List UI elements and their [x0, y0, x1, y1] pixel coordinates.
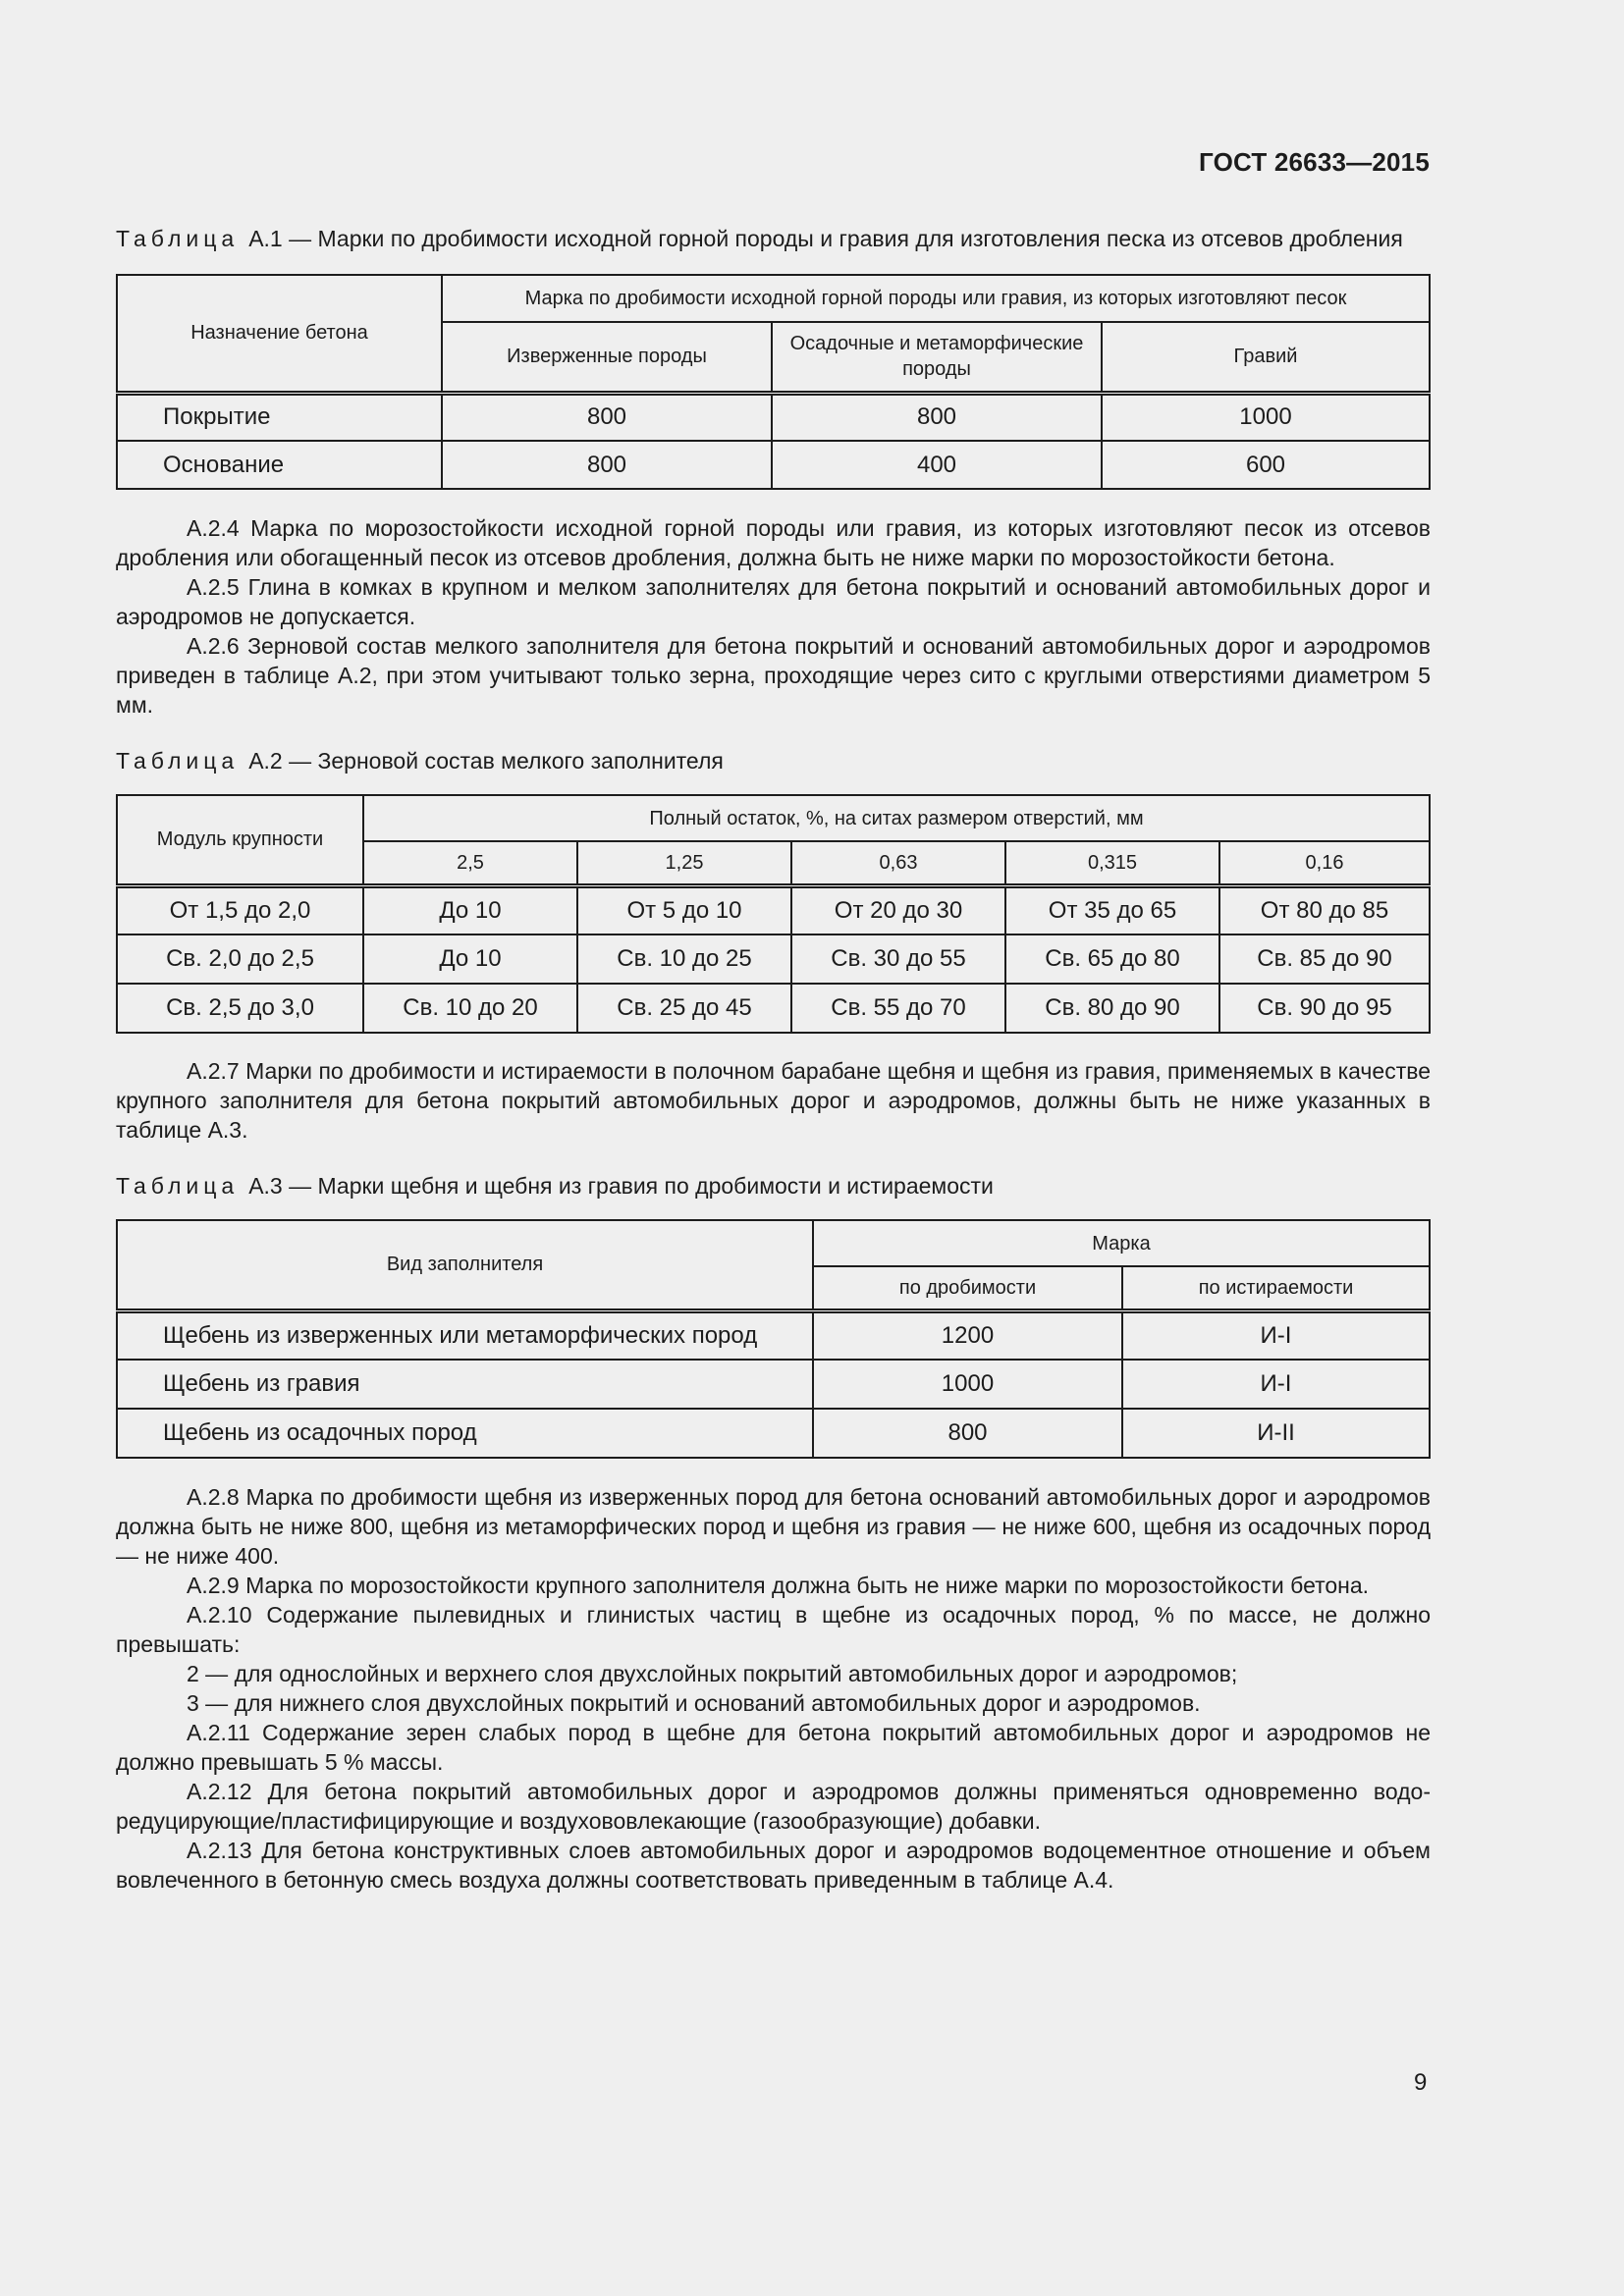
table-a2-header-sieve: 1,25	[577, 841, 791, 885]
table-row	[117, 441, 1430, 489]
table-a3-cell: И-II	[1122, 1409, 1430, 1458]
table-a3-cell: И-I	[1122, 1310, 1430, 1360]
table-a3-cell: Щебень из изверженных или метаморфических пород	[117, 1310, 813, 1360]
table-a1-header-igneous: Изверженные породы	[442, 322, 772, 393]
table-a1-cell: 600	[1102, 441, 1430, 489]
table-a2-cell: До 10	[363, 885, 577, 934]
page-content	[116, 224, 1431, 1895]
table-row	[117, 1360, 1430, 1409]
paragraph: А.2.7 Марки по дробимости и истираемости в полочном барабане щебня и щебня из гравия, применяемых в качестве крупного заполнителя для бетона покрытий автомобильных дорог и аэродромов, должны быть не ниже указанных в таблице А.3.	[116, 1058, 1431, 1143]
table-a1-cell: 800	[772, 393, 1102, 441]
table-a2-cell: Св. 30 до 55	[791, 934, 1005, 984]
table-a3-header-abrasion: по истираемости	[1122, 1266, 1430, 1310]
table-a2-cell: Св. 10 до 25	[577, 934, 791, 984]
table-a3	[116, 1219, 1431, 1459]
table-a1-header-gravel: Гравий	[1102, 322, 1430, 393]
table-a1-cell: 800	[442, 441, 772, 489]
table-a2	[116, 794, 1431, 1034]
table-a2-caption	[116, 746, 1431, 775]
table-a2-cell: От 5 до 10	[577, 885, 791, 934]
table-row	[117, 393, 1430, 441]
document-code: ГОСТ 26633—2015	[1199, 147, 1430, 177]
table-a1-cell: 800	[442, 393, 772, 441]
paragraph: А.2.8 Марка по дробимости щебня из изверженных пород для бетона оснований автомобильных дорог и аэродромов должна быть не ниже 800, щебня из метаморфических пород и щебня из гравия — не ниже 600, щебня из осадочных пород — не ниже 400.	[116, 1484, 1431, 1569]
table-a2-header-modulus: Модуль крупности	[117, 795, 363, 885]
paragraphs-block-3	[116, 1482, 1431, 1895]
table-a2-header-sieve: 0,16	[1219, 841, 1430, 885]
table-a3-cell: 1200	[813, 1310, 1122, 1360]
table-a3-title: А.3 — Марки щебня и щебня из гравия по дробимости и истираемости	[248, 1173, 994, 1199]
paragraphs-block-2	[116, 1056, 1431, 1145]
table-a2-cell: От 80 до 85	[1219, 885, 1430, 934]
paragraph: А.2.6 Зерновой состав мелкого заполнителя для бетона покрытий и оснований автомобильных дорог и аэродромов приведен в таблице А.2, при этом учитывают только зерна, проходящие через сито с круглыми отверстиями диаметром 5 мм.	[116, 633, 1431, 718]
table-a1-cell: Основание	[117, 441, 442, 489]
paragraph: А.2.12 Для бетона покрытий автомобильных дорог и аэродромов должны применяться одновременно водоредуцирующие/пластифицирующие и воздухововлекающие (газообразующие) добавки.	[116, 1779, 1431, 1834]
table-row	[117, 1310, 1430, 1360]
paragraph: А.2.5 Глина в комках в крупном и мелком заполнителях для бетона покрытий и оснований автомобильных дорог и аэродромов не допускается.	[116, 574, 1431, 629]
table-a2-cell: Св. 25 до 45	[577, 984, 791, 1033]
table-a2-header-sieve: 0,63	[791, 841, 1005, 885]
table-a1-caption	[116, 224, 1431, 253]
table-row	[117, 885, 1430, 934]
table-a1	[116, 274, 1431, 490]
table-a1-title: А.1 — Марки по дробимости исходной горной породы и гравия для изготовления песка из отсевов дробления	[248, 226, 1403, 251]
table-a2-header-sieve: 0,315	[1005, 841, 1219, 885]
table-a3-cell: Щебень из гравия	[117, 1360, 813, 1409]
table-a3-caption	[116, 1171, 1431, 1201]
paragraph: 3 — для нижнего слоя двухслойных покрытий и оснований автомобильных дорог и аэродромов.	[187, 1690, 1201, 1716]
table-a2-cell: От 1,5 до 2,0	[117, 885, 363, 934]
paragraph: А.2.10 Содержание пылевидных и глинистых частиц в щебне из осадочных пород, % по массе, не должно превышать:	[116, 1602, 1431, 1657]
table-a1-cell: 400	[772, 441, 1102, 489]
table-a3-cell: 800	[813, 1409, 1122, 1458]
table-a2-cell: Св. 2,0 до 2,5	[117, 934, 363, 984]
table-a1-cell: Покрытие	[117, 393, 442, 441]
table-a1-label: Таблица	[116, 226, 240, 251]
table-a2-label: Таблица	[116, 748, 240, 774]
table-a2-cell: Св. 65 до 80	[1005, 934, 1219, 984]
table-a2-cell: Св. 2,5 до 3,0	[117, 984, 363, 1033]
table-a3-cell: Щебень из осадочных пород	[117, 1409, 813, 1458]
table-a3-header-group: Марка	[813, 1220, 1430, 1266]
paragraphs-block-1	[116, 513, 1431, 720]
table-a2-header-sieve: 2,5	[363, 841, 577, 885]
table-a2-cell: До 10	[363, 934, 577, 984]
paragraph: А.2.11 Содержание зерен слабых пород в щебне для бетона покрытий автомобильных дорог и аэродромов не должно превышать 5 % массы.	[116, 1720, 1431, 1775]
paragraph: 2 — для однослойных и верхнего слоя двухслойных покрытий автомобильных дорог и аэродромов;	[187, 1661, 1238, 1686]
table-a2-cell: Св. 90 до 95	[1219, 984, 1430, 1033]
table-a1-header-group: Марка по дробимости исходной горной породы или гравия, из которых изготовляют песок	[442, 275, 1430, 322]
table-a2-cell: От 35 до 65	[1005, 885, 1219, 934]
table-row	[117, 934, 1430, 984]
paragraph: А.2.4 Марка по морозостойкости исходной горной породы или гравия, из которых изготовляют песок из отсевов дробления или обогащенный песок из отсевов дробления, должна быть не ниже марки по морозостойкости бетона.	[116, 515, 1431, 570]
table-a1-cell: 1000	[1102, 393, 1430, 441]
page-number: 9	[1414, 2069, 1428, 2096]
table-a3-cell: 1000	[813, 1360, 1122, 1409]
paragraph: А.2.9 Марка по морозостойкости крупного заполнителя должна быть не ниже марки по морозостойкости бетона.	[187, 1573, 1370, 1598]
table-a2-cell: Св. 10 до 20	[363, 984, 577, 1033]
table-a2-cell: Св. 80 до 90	[1005, 984, 1219, 1033]
table-a3-header-type: Вид заполнителя	[117, 1220, 813, 1310]
table-a2-cell: Св. 85 до 90	[1219, 934, 1430, 984]
table-a2-cell: От 20 до 30	[791, 885, 1005, 934]
table-a2-title: А.2 — Зерновой состав мелкого заполнителя	[248, 748, 724, 774]
table-row	[117, 1409, 1430, 1458]
table-a2-cell: Св. 55 до 70	[791, 984, 1005, 1033]
table-a2-header-group: Полный остаток, %, на ситах размером отверстий, мм	[363, 795, 1430, 841]
table-a3-header-crush: по дробимости	[813, 1266, 1122, 1310]
table-row	[117, 984, 1430, 1033]
table-a1-header-sedimentary: Осадочные и метаморфические породы	[772, 322, 1102, 393]
table-a1-header-purpose: Назначение бетона	[117, 275, 442, 393]
table-a3-label: Таблица	[116, 1173, 240, 1199]
paragraph: А.2.13 Для бетона конструктивных слоев автомобильных дорог и аэродромов водоцементное отношение и объем вовлеченного в бетонную смесь воздуха должны соответствовать приведенным в таблице А.4.	[116, 1838, 1431, 1893]
table-a3-cell: И-I	[1122, 1360, 1430, 1409]
